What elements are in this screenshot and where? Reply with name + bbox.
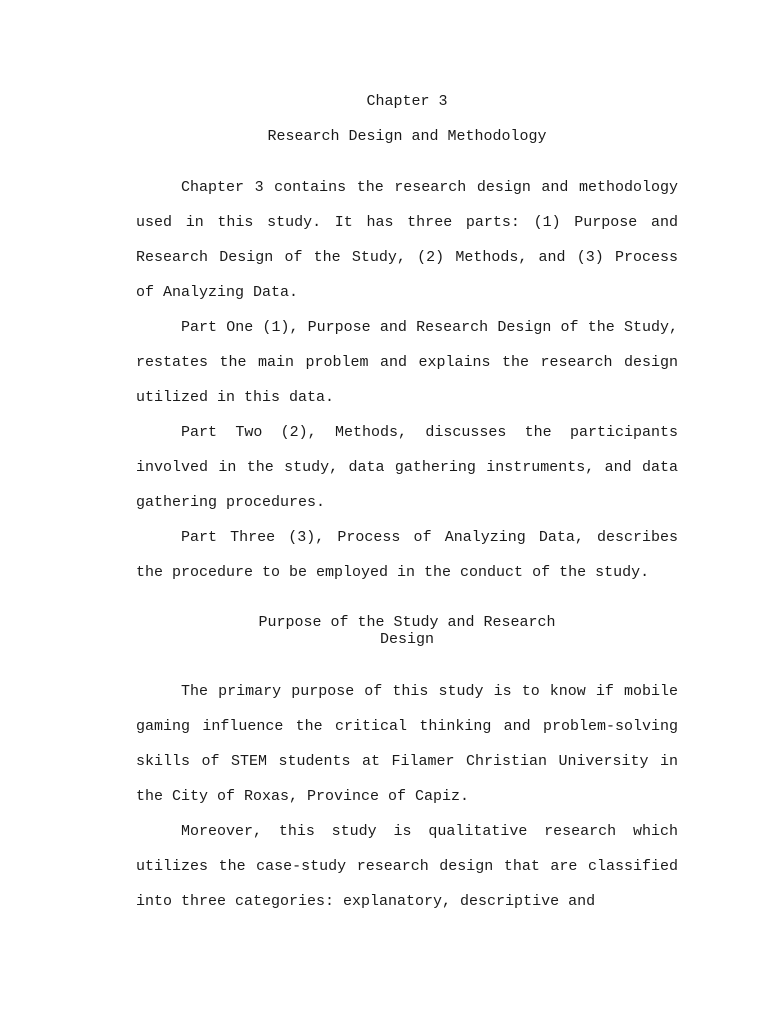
chapter-subtitle: Research Design and Methodology <box>267 128 547 145</box>
paragraph-primary-purpose: The primary purpose of this study is to know if mobile gaming influence the critical thinking and problem-solving skills of STEM students at Filamer Christian University in the City of Roxas, Province of Capiz. <box>136 683 678 805</box>
paragraph-part-two: Part Two (2), Methods, discusses the participants involved in the study, data gathering instruments, and data gathering procedures. <box>136 424 678 511</box>
section-heading-line-2: Design <box>379 631 434 648</box>
paragraph-part-one: Part One (1), Purpose and Research Design of the Study, restates the main problem and explains the research design utilized in this data. <box>136 319 678 406</box>
chapter-title: Chapter 3 <box>366 93 448 110</box>
paragraph-research-design: Moreover, this study is qualitative research which utilizes the case-study research design that are classified into three categories: explanatory, descriptive and <box>136 823 678 910</box>
paragraph-part-three: Part Three (3), Process of Analyzing Data, describes the procedure to be employed in the conduct of the study. <box>136 529 678 581</box>
paragraph-chapter-overview: Chapter 3 contains the research design and methodology used in this study. It has three parts: (1) Purpose and Research Design of the Study, (2) Methods, and (3) Process of Analyzing Data. <box>136 179 678 301</box>
section-heading <box>136 614 678 648</box>
document-page <box>136 92 678 919</box>
section-heading-line-1: Purpose of the Study and Research <box>258 614 556 631</box>
